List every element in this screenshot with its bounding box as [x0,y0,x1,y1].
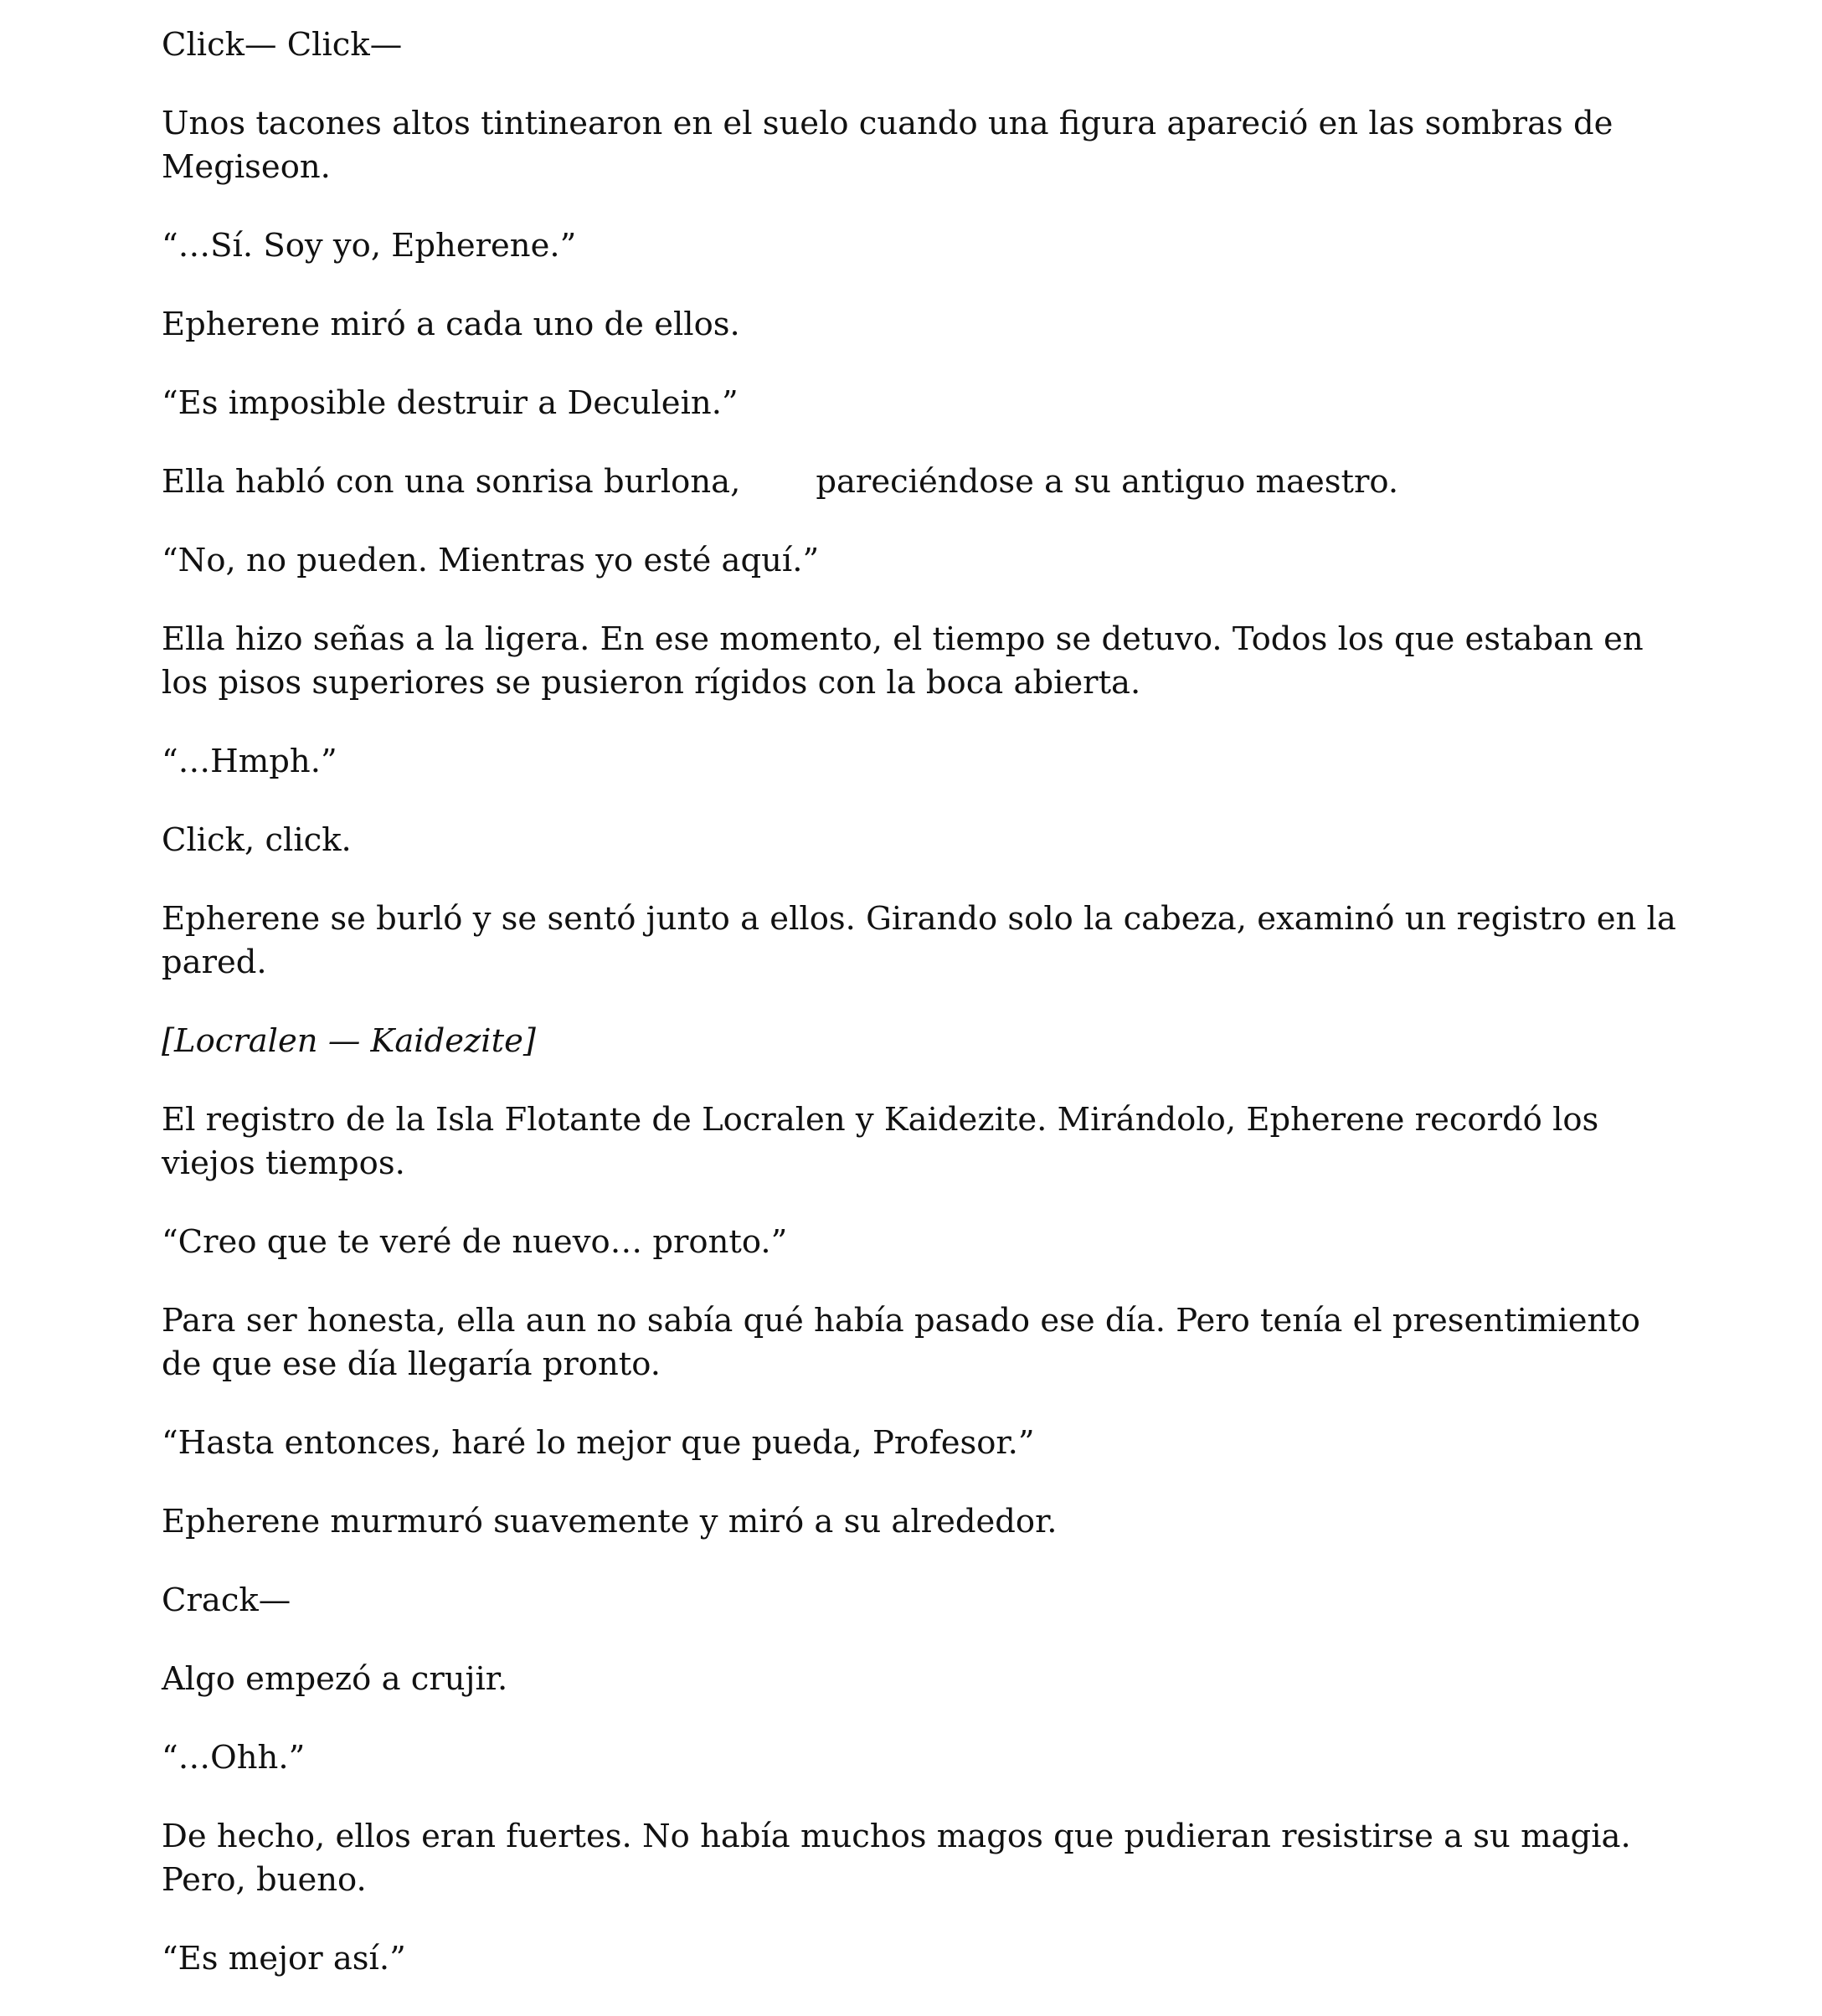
paragraph-sonrisa-burlona-part2: pareciéndose a su antiguo maestro. [816,463,1399,501]
paragraph-no-pueden: “No, no pueden. Mientras yo esté aquí.” [162,542,820,579]
paragraph-imposible-destruir: “Es imposible destruir a Deculein.” [162,384,739,422]
paragraph-locralen-kaidezite: [Locralen — Kaidezite] [162,1022,536,1060]
paragraph-algo-empezo: Algo empezó a crujir. [162,1660,508,1698]
paragraph-hmph: “…Hmph.” [162,743,337,780]
paragraph-registro-en-la-pared: Epherene se burló y se sentó junto a ellos. Girando solo la cabeza, examinó un registro en la pared. [162,900,1687,981]
paragraph-high-heels: Unos tacones altos tintinearon en el suelo cuando una figura apareció en las sombras de Megiseon. [162,105,1624,186]
document-page [162,23,1686,2016]
paragraph-murmuro-suavemente: Epherene murmuró suavemente y miró a su alrededor. [162,1503,1058,1540]
paragraph-miro-a-cada-uno: Epherene miró a cada uno de ellos. [162,306,740,343]
paragraph-te-vere-de-nuevo: “Creo que te veré de nuevo… pronto.” [162,1223,788,1261]
paragraph-crack: Crack— [162,1581,291,1619]
paragraph-es-mejor-asi: “Es mejor así.” [162,1940,406,1977]
paragraph-tiempo-se-detuvo: Ella hizo señas a la ligera. En ese momento, el tiempo se detuvo. Todos los que estaban en los pisos superiores se pusieron rígidos con la boca abierta. [162,620,1654,702]
paragraph-ser-honesta: Para ser honesta, ella aun no sabía qué había pasado ese día. Pero tenía el presentimiento de que ese día llegaría pronto. [162,1302,1651,1383]
paragraph-ellos-eran-fuertes: De hecho, ellos eran fuertes. No había muchos magos que pudieran resistirse a su magia. Pero, bueno. [162,1818,1641,1899]
paragraph-isla-flotante: El registro de la Isla Flotante de Locralen y Kaidezite. Mirándolo, Epherene recordó los viejos tiempos. [162,1101,1609,1182]
paragraph-ohh: “…Ohh.” [162,1739,306,1777]
paragraph-click-click: Click— Click— [162,26,403,64]
paragraph-hasta-entonces: “Hasta entonces, haré lo mejor que pueda, Profesor.” [162,1424,1035,1462]
paragraph-sonrisa-burlona-part1: Ella habló con una sonrisa burlona, [162,463,741,501]
paragraph-soy-yo: “…Sí. Soy yo, Epherene.” [162,227,577,265]
paragraph-click-comma: Click, click. [162,821,352,859]
paragraph-sonrisa-burlona [162,460,1686,504]
